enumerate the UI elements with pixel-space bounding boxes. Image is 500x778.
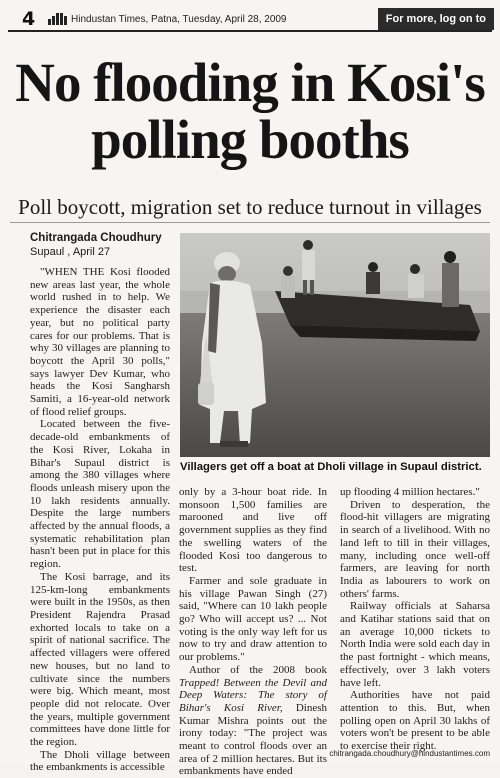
- paragraph: Driven to desperation, the flood-hit villagers are migrating in search of a livelihood. With no land left to till in their villages, many, including once well-off farmers, are leaving for north India as labourers to work on others' farms.: [340, 498, 490, 600]
- page-header-bar: [8, 8, 492, 32]
- author-email: chitrangada.choudhury@hindustantimes.com: [329, 749, 490, 758]
- book-title: Trapped! Between the Devil and Deep Waters: The story of Bihar's Kosi River,: [179, 676, 327, 714]
- boat-villagers-image: [180, 233, 490, 457]
- paragraph: up flooding 4 million hectares.": [340, 486, 480, 498]
- subheadline: Poll boycott, migration set to reduce turnout in villages: [18, 195, 482, 219]
- headline: [0, 54, 500, 168]
- paragraph-lead: Author of the 2008 book: [189, 663, 327, 676]
- ht-logo-icon: [48, 13, 67, 25]
- article-column-1: [30, 266, 170, 774]
- publication-dateline: Hindustan Times, Patna, Tuesday, April 28, 2009: [71, 13, 287, 25]
- article-column-2: [179, 486, 327, 778]
- paragraph: [179, 664, 327, 778]
- paragraph: only by a 3-hour boat ride. In monsoon 1,500 families are marooned and live off government supplies as they find the swelling waters of the flooded Kosi too dangerous to test.: [179, 486, 327, 575]
- paragraph: Railway officials at Saharsa and Katihar stations said that on an average 10,000 tickets to North India were sold each day in the past fortnight - which means, effectively, over 3 lakh voters have left.: [340, 600, 490, 689]
- paragraph: "WHEN THE Kosi flooded new areas last year, the whole world rushed in to help. We experience the disaster each year, but no political party cares for our problems. That is why 30 villages are planning to boycott the April 30 polls," says lawyer Dev Kumar, who heads the Kosi Sangharsh Samiti, a 16-year-old network of flood relief groups.: [30, 266, 170, 418]
- paragraph: Located between the five-decade-old embankments of the Kosi River, Lokaha in Bihar's Supaul district is among the 380 villages where floods unleash misery upon the 10 lakh residents annually. Despite the large numbers affected by the annual floods, a systematic rehabilitation plan hasn't been put in place for this region.: [30, 418, 170, 571]
- page-number: 4: [22, 8, 36, 30]
- article-column-3: [340, 486, 490, 754]
- story-dateline: Supaul , April 27: [30, 246, 111, 258]
- byline: Chitrangada Choudhury: [30, 232, 162, 244]
- news-photo: [180, 233, 490, 457]
- headline-line-2: polling booths: [91, 109, 409, 170]
- website-promo: For more, log on to: [378, 8, 494, 30]
- photo-caption: Villagers get off a boat at Dholi village in Supaul district.: [180, 461, 482, 473]
- paragraph: Farmer and sole graduate in his village Pawan Singh (27) said, "Where can 10 lakh people go? Who will accept us? ... Not voting is the only way left for us now to try and draw attention to our problems.": [179, 574, 327, 664]
- paragraph: The Kosi barrage, and its 125-km-long embankments were built in the 1950s, as then President Rajendra Prasad exhorted locals to take on a spirit of national sacrifice. The affected villagers were offered new houses, but no land to cultivate since the numbers were big. Which meant, most people did not relocate. Over the years, multiple government committees have done little for the region.: [30, 570, 170, 749]
- paragraph: Authorities have not paid attention to this. But, when polling open on April 30 lakhs of voters won't be present to be able to exercise their right.: [340, 689, 490, 753]
- paragraph-rest: Dinesh Kumar Mishra points out the irony today: "The project was meant to control floods over an area of 2 million hectares. But its embankments have ended: [179, 701, 327, 778]
- paragraph: The Dholi village between the embankments is accessible: [30, 748, 170, 774]
- headline-line-1: No flooding in Kosi's: [15, 52, 485, 113]
- divider: [10, 222, 490, 223]
